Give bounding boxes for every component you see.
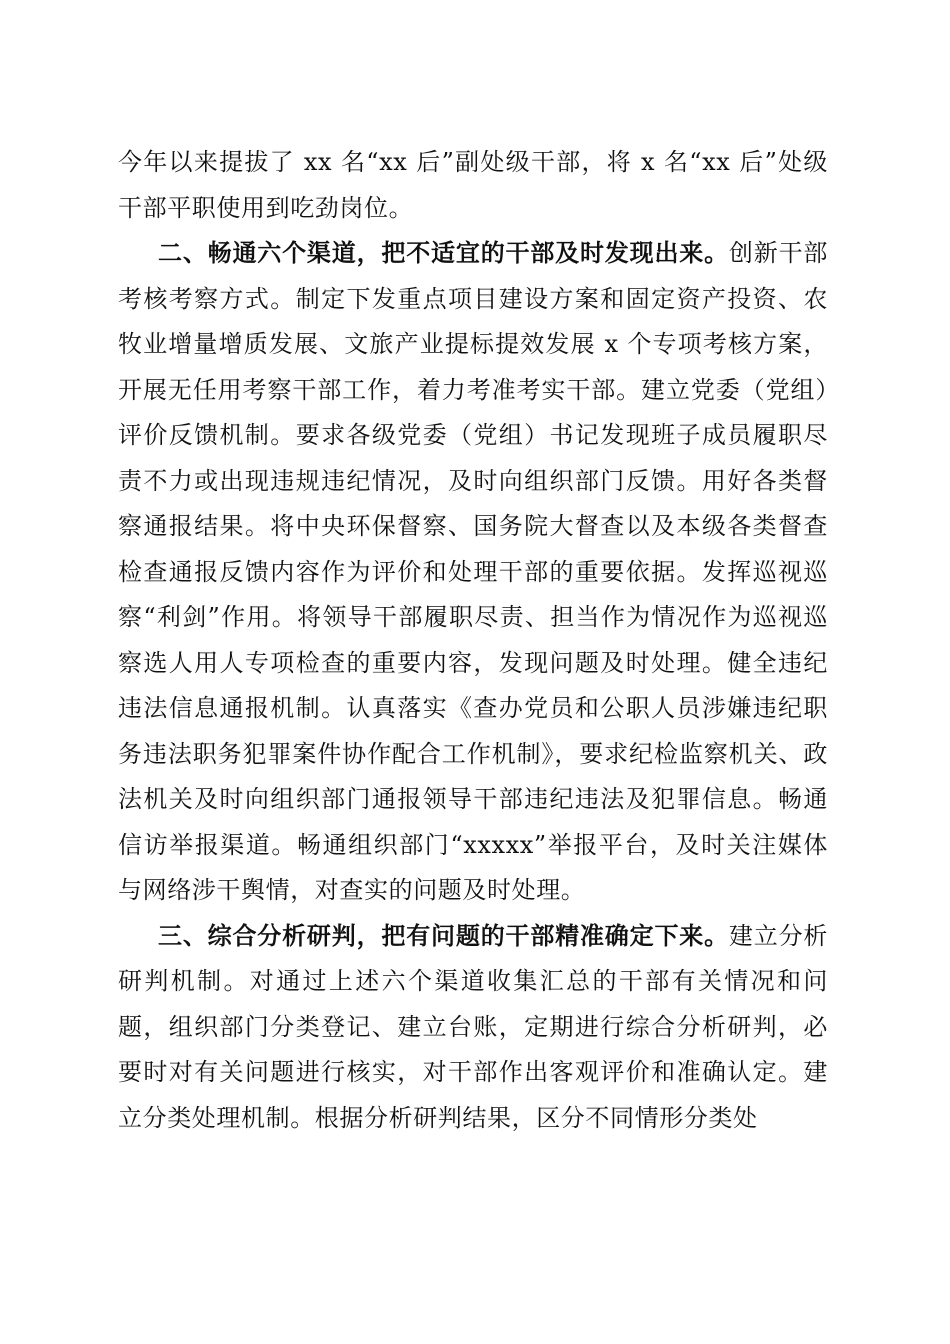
section-three-heading: 三、综合分析研判，把有问题的干部精准确定下来。	[158, 921, 729, 950]
paragraph-body: 今年以来提拔了 xx 名“xx 后”副处级干部，将 x 名“xx 后”处级干部平职使用到吃劲岗位。	[118, 148, 828, 222]
document-body	[118, 140, 828, 1141]
section-two-heading: 二、畅通六个渠道，把不适宜的干部及时发现出来。	[158, 239, 729, 267]
paragraph-body: 创新干部考核考察方式。制定下发重点项目建设方案和固定资产投资、农牧业增量增质发展、文旅产业提标提效发展 x 个专项考核方案，开展无任用考察干部工作，着力考准考实干部。建立党委（党组）评价反馈机制。要求各级党委（党组）书记发现班子成员履职尽责不力或出现违规违纪情况，及时向组织部门反馈。用好各类督察通报结果。将中央环保督察、国务院大督查以及本级各类督查检查通报反馈内容作为评价和处理干部的重要依据。发挥巡视巡察“利剑”作用。将领导干部履职尽责、担当作为情况作为巡视巡察选人用人专项检查的重要内容，发现问题及时处理。健全违纪违法信息通报机制。认真落实《查办党员和公职人员涉嫌违纪职务违法职务犯罪案件协作配合工作机制》，要求纪检监察机关、政法机关及时向组织部门通报领导干部违纪违法及犯罪信息。畅通信访举报渠道。畅通组织部门“xxxxx”举报平台，及时关注媒体与网络涉干舆情，对查实的问题及时处理。	[118, 239, 828, 904]
paragraph-section-two	[118, 231, 828, 914]
paragraph-continuation	[118, 140, 828, 231]
paragraph-body: 建立分析研判机制。对通过上述六个渠道收集汇总的干部有关情况和问题，组织部门分类登记、建立台账，定期进行综合分析研判，必要时对有关问题进行核实，对干部作出客观评价和准确认定。建立分类处理机制。根据分析研判结果，区分不同情形分类处	[118, 921, 828, 1132]
paragraph-section-three	[118, 914, 828, 1142]
